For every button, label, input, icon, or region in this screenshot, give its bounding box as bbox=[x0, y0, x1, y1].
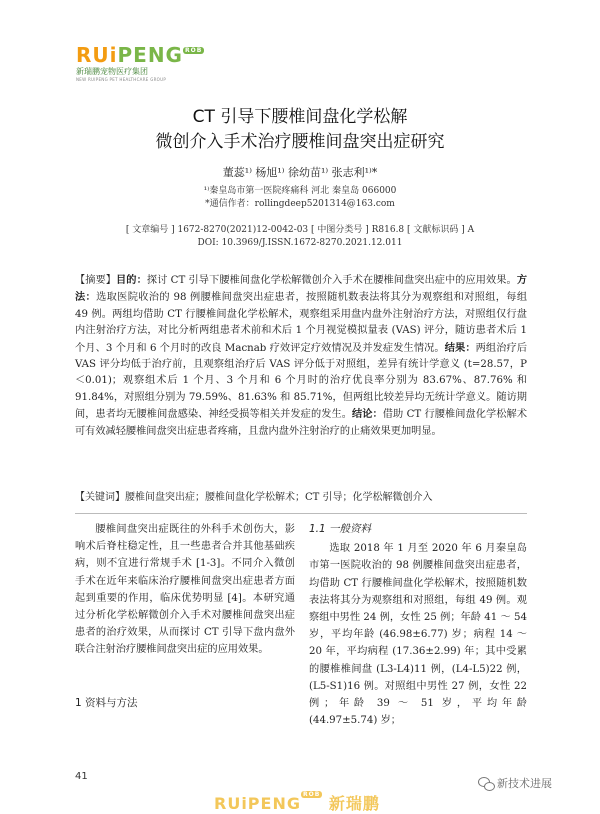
abstract-label: 【摘要】 bbox=[75, 275, 117, 286]
wechat-icon bbox=[478, 777, 494, 790]
conclusion-label: 结论： bbox=[351, 408, 383, 421]
conclusion-text: 借助 CT 行腰椎间盘化学松解术可有效减轻腰椎间盘突出症患者疼痛，且盘内盘外注射治疗的止痛效果更加明显。 bbox=[75, 409, 528, 437]
keywords bbox=[75, 490, 527, 506]
footer-cn: 新瑞鹏 bbox=[328, 794, 380, 813]
title-line-2: 微创介入手术治疗腰椎间盘突出症研究 bbox=[155, 132, 445, 152]
section-divider bbox=[75, 513, 527, 514]
affiliation-block bbox=[0, 185, 600, 211]
footer-badge: ROB bbox=[302, 791, 321, 798]
title-line-1: CT 引导下腰椎间盘化学松解 bbox=[192, 107, 408, 127]
wechat-watermark bbox=[478, 775, 552, 791]
article-id-line: [ 文章编号 ] 1672-8270(2021)12-0042-03 [ 中图分类号 ] R816.8 [ 文献标识码 ] A bbox=[125, 225, 475, 235]
footer-wordmark: RUiPENG bbox=[214, 794, 301, 813]
author-list: 董蕊¹⁾ 杨旭¹⁾ 徐幼苗¹⁾ 张志利¹⁾* bbox=[222, 166, 378, 179]
general-data-paragraph: 选取 2018 年 1 月至 2020 年 6 月秦皇岛市第一医院收治的 98 例腰椎间盘突出症患者，均借助 CT 行腰椎间盘化学松解术，按照随机数表法将其分为观察组和对照组，每组 49 例。观察组中男性 24 例，女性 25 例；年龄 41 ～ 54 岁，平均年龄 (46.98±6.77) 岁；病程 14 ～ 20 年，平均病程 (17.36±2.99) 年；其中受累的腰椎椎间盘 (L3-L4)11 例，(L4-L5)22 例，(L5-S1)16 例。对照组中男性 27 例，女性 22 例；年龄 39 ～ 51 岁，平均年龄 (44.97±5.74) 岁； bbox=[309, 543, 527, 727]
logo-subtitle-en: NEW RUIPENG PET HEALTHCARE GROUP bbox=[76, 77, 167, 82]
left-column bbox=[75, 521, 295, 659]
result-text: 两组治疗后 VAS 评分均低于治疗前，且观察组治疗后 VAS 评分低于对照组，差异有统计学意义 (t=28.57，P＜0.01)；观察组术后 1 个月、3 个月和 6 个月时的治疗优良率分别为 83.67%、87.76% 和 91.84%，对照组分别为 79.59%、81.63% 和 85.71%，但两组比较差异均无统计学意义。随访期间，患者均无腰椎间盘感染、神经受损等相关并发症的发生。 bbox=[75, 342, 528, 421]
abstract bbox=[75, 272, 527, 440]
watermark-text: 新技术进展 bbox=[497, 777, 552, 790]
article-title bbox=[0, 105, 600, 155]
logo-wordmark: RUiPENG ROB bbox=[76, 43, 203, 67]
header-logo bbox=[76, 43, 204, 82]
page-number: 41 bbox=[75, 771, 88, 782]
objective-label: 目的： bbox=[116, 274, 147, 286]
keywords-label: 【关键词】 bbox=[75, 492, 125, 503]
section-heading-1: 1 资料与方法 bbox=[75, 697, 138, 709]
method-label: 方法： bbox=[75, 274, 528, 304]
footer-logo bbox=[214, 791, 380, 814]
right-column bbox=[309, 521, 527, 729]
doi-line: DOI: 10.3969/J.ISSN.1672-8270.2021.12.011 bbox=[197, 238, 403, 248]
article-meta bbox=[0, 224, 600, 250]
method-text: 选取医院收治的 98 例腰椎间盘突出症患者，按照随机数表法将其分为观察组和对照组，每组 49 例。两组均借助 CT 行腰椎间盘化学松解术，观察组采用盘内盘外注射治疗方法，对照组仅行盘内注射治疗方法，对比分析两组患者术前和术后 1 个月视觉模拟量表 (VAS) 评分，随访患者术后 1 个月、3 个月和 6 个月时的改良 Macnab 疗效评定疗效情况及并发症发生情况。 bbox=[75, 292, 528, 354]
intro-paragraph: 腰椎间盘突出症既往的外科手术创伤大，影响术后脊柱稳定性，且一些患者合并其他基础疾病，则不宜进行常规手术 [1-3]。不同介入微创手术在近年来临床治疗腰椎间盘突出症患者方面起到重要的作用，临床优势明显 [4]。本研究通过分析化学松解微创介入手术对腰椎间盘突出症患者的治疗效果，从而探讨 CT 引导下盘内盘外联合注射治疗腰椎间盘突出症的应用效果。 bbox=[75, 524, 295, 656]
affiliation: ¹⁾秦皇岛市第一医院疼痛科 河北 秦皇岛 066000 bbox=[203, 186, 397, 196]
objective-text: 探讨 CT 引导下腰椎间盘化学松解微创介入手术在腰椎间盘突出症中的应用效果。 bbox=[146, 275, 517, 286]
keywords-text: 腰椎间盘突出症；腰椎间盘化学松解术；CT 引导；化学松解微创介入 bbox=[125, 492, 433, 503]
corresponding-author: *通信作者：rollingdeep5201314@163.com bbox=[205, 199, 395, 209]
result-label: 结果： bbox=[444, 341, 476, 354]
section-heading-1-1: 1.1 一般资料 bbox=[309, 523, 372, 535]
logo-subtitle: 新瑞鹏宠物医疗集团 bbox=[76, 67, 148, 76]
